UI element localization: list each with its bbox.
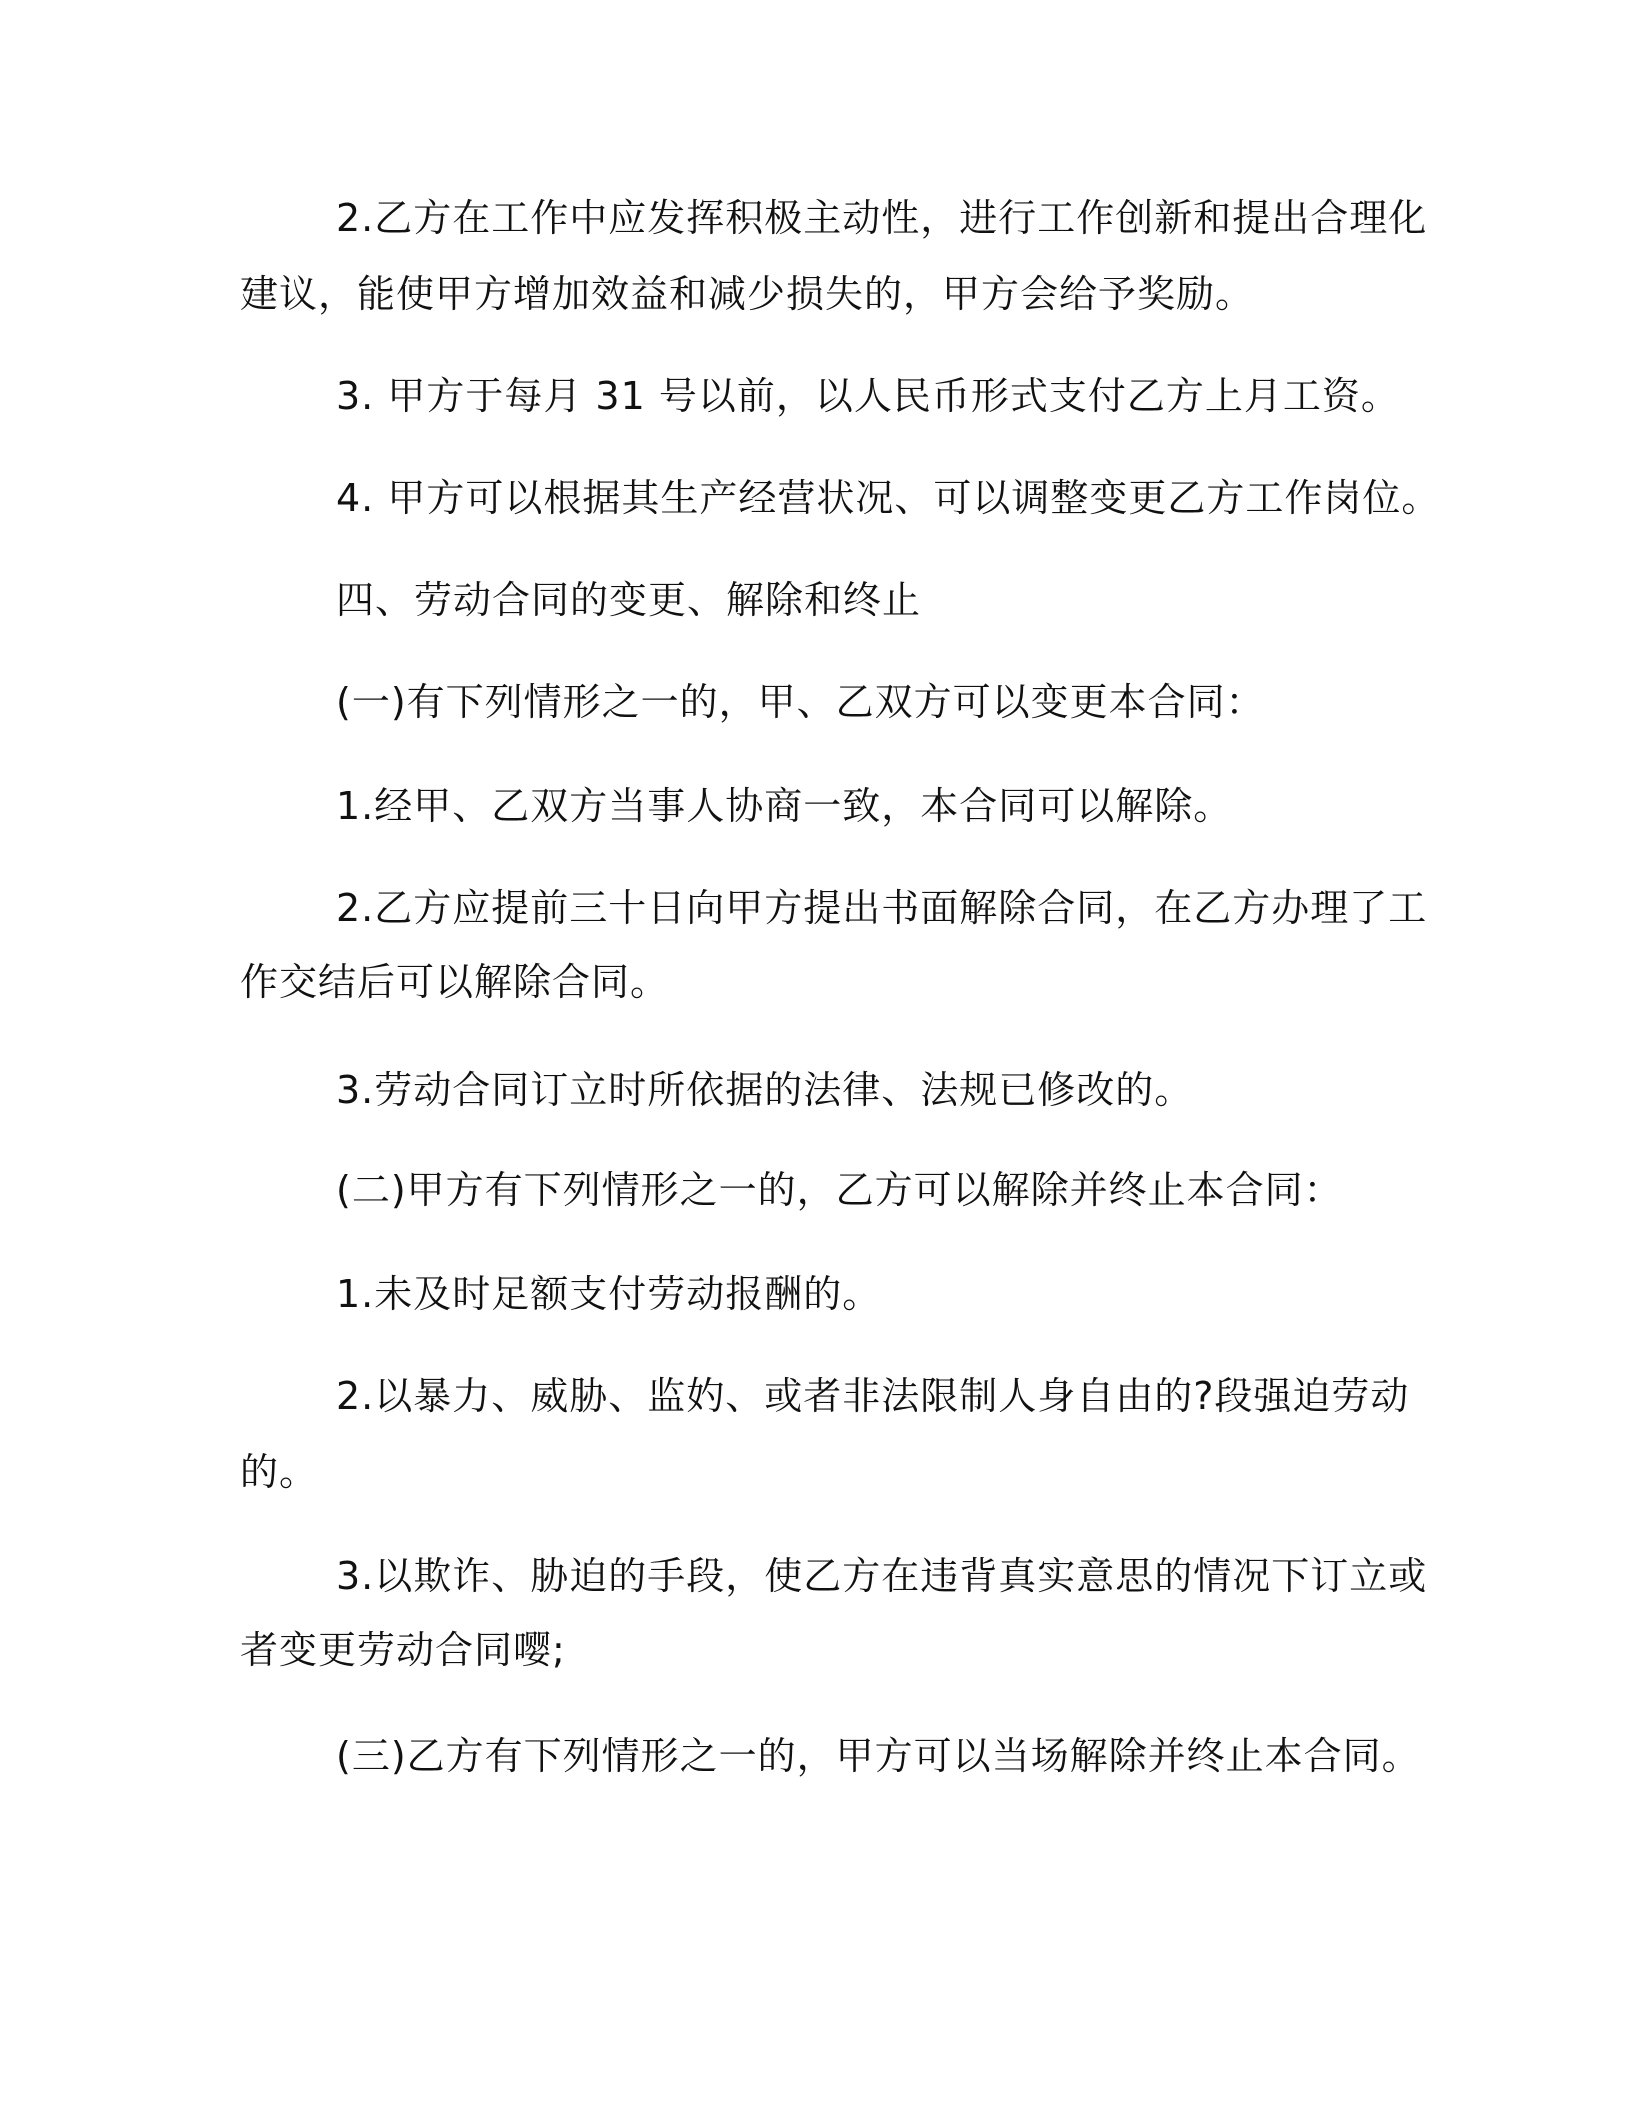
paragraph-line: 2.乙方在工作中应发挥积极主动性，进行工作创新和提出合理化 — [336, 196, 1428, 240]
paragraph-line: 作交结后可以解除合同。 — [240, 960, 670, 1004]
paragraph-line: 2.乙方应提前三十日向甲方提出书面解除合同，在乙方办理了工 — [336, 886, 1428, 930]
paragraph-line: 2.以暴力、威胁、监妁、或者非法限制人身自由的?段强迫劳动 — [336, 1374, 1410, 1418]
paragraph-line: 1.未及时足额支付劳动报酬的。 — [336, 1272, 882, 1316]
paragraph-line: 3.以欺诈、胁迫的手段，使乙方在违背真实意思的情况下订立或 — [336, 1554, 1428, 1598]
paragraph-line: (三)乙方有下列情形之一的，甲方可以当场解除并终止本合同。 — [336, 1734, 1421, 1778]
section-heading: 四、劳动合同的变更、解除和终止 — [336, 578, 922, 622]
paragraph-line: (二)甲方有下列情形之一的，乙方可以解除并终止本合同： — [336, 1168, 1343, 1212]
paragraph-line: 的。 — [240, 1450, 319, 1494]
paragraph-line: 者变更劳动合同嘤; — [240, 1628, 566, 1672]
paragraph-line: 3. 甲方于每月 31 号以前，以人民币形式支付乙方上月工资。 — [336, 374, 1400, 418]
paragraph-line: 3.劳动合同订立时所依据的法律、法规已修改的。 — [336, 1068, 1194, 1112]
paragraph-line: (一)有下列情形之一的，甲、乙双方可以变更本合同： — [336, 680, 1265, 724]
paragraph-line: 建议，能使甲方增加效益和减少损失的，甲方会给予奖励。 — [240, 272, 1255, 316]
paragraph-line: 1.经甲、乙双方当事人协商一致，本合同可以解除。 — [336, 784, 1233, 828]
paragraph-line: 4. 甲方可以根据其生产经营状况、可以调整变更乙方工作岗位。 — [336, 476, 1441, 520]
